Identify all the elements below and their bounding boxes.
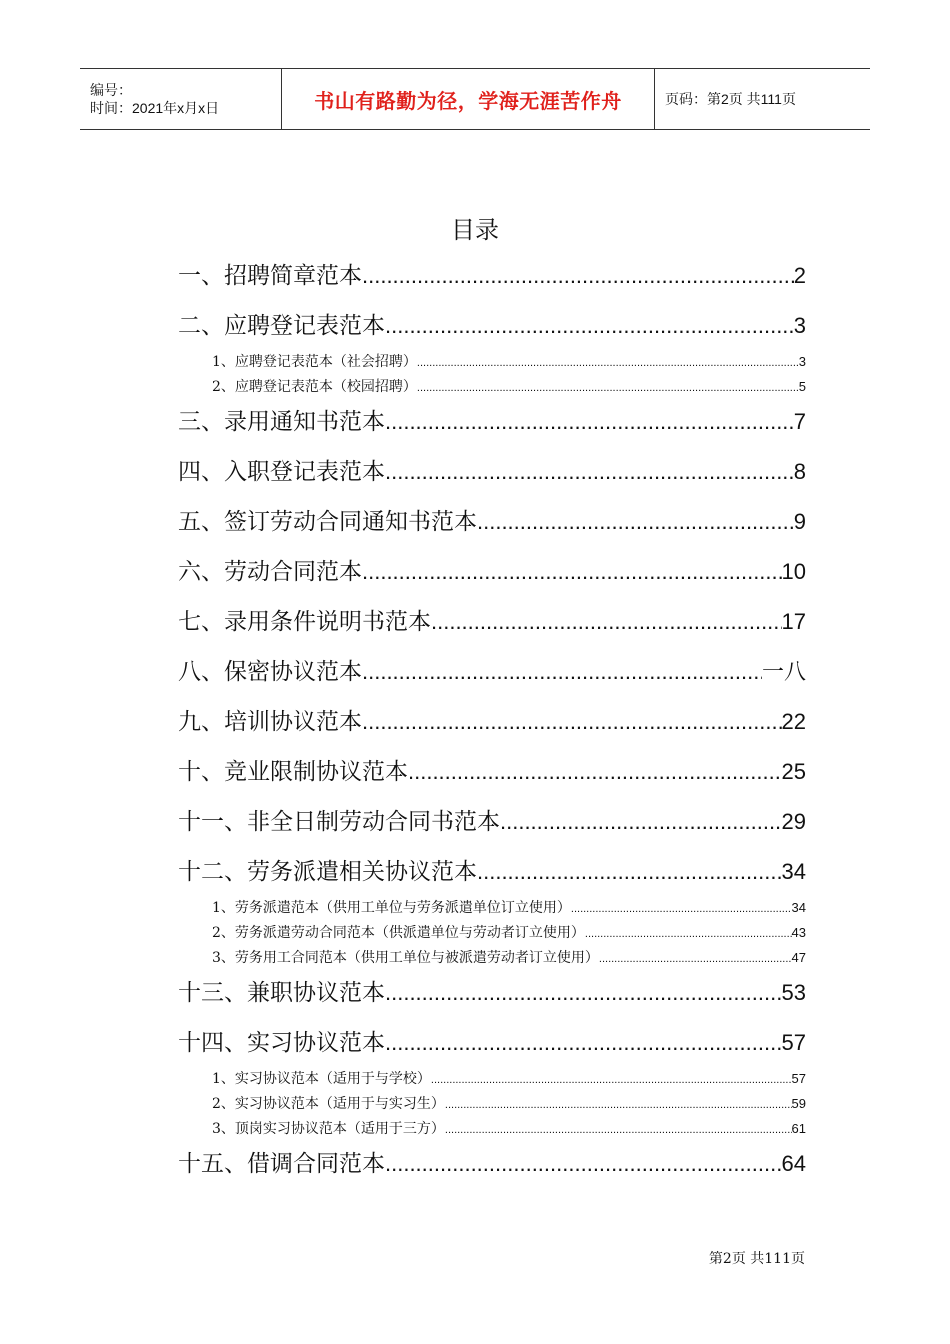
toc-subentry[interactable] [178, 1118, 806, 1143]
table-of-contents [178, 255, 806, 1193]
toc-entry-page: 25 [781, 759, 806, 784]
toc-entry-label: 十四、实习协议范本 [178, 1030, 385, 1056]
toc-entry-page: 17 [781, 609, 806, 634]
toc-entry-page: 53 [781, 980, 806, 1005]
toc-entry-label: 二、应聘登记表范本 [178, 313, 385, 339]
toc-entry-label: 十五、借调合同范本 [178, 1151, 385, 1177]
toc-entry[interactable] [178, 1022, 806, 1072]
toc-entry-label: 1、劳务派遣范本（供用工单位与劳务派遣单位订立使用） [212, 900, 571, 916]
toc-entry-page: 7 [793, 409, 806, 434]
toc-entry-page: 3 [798, 354, 806, 369]
toc-leader-dots [417, 377, 799, 399]
toc-leader-dots [417, 352, 799, 374]
toc-leader-dots [477, 851, 782, 893]
toc-entry[interactable] [178, 401, 806, 451]
toc-entry-page: 22 [781, 709, 806, 734]
toc-subentry[interactable] [178, 351, 806, 376]
toc-leader-dots [500, 801, 782, 843]
toc-title: 目录 [451, 216, 499, 244]
toc-entry[interactable] [178, 701, 806, 751]
toc-leader-dots [431, 601, 782, 643]
toc-entry-label: 四、入职登记表范本 [178, 459, 385, 485]
toc-entry-page: 34 [781, 859, 806, 884]
toc-leader-dots [585, 923, 792, 945]
toc-entry[interactable] [178, 551, 806, 601]
toc-entry-page: 57 [781, 1030, 806, 1055]
toc-entry-label: 2、实习协议范本（适用于与实习生） [212, 1096, 445, 1112]
toc-leader-dots [571, 898, 792, 920]
toc-subentry[interactable] [178, 376, 806, 401]
toc-entry[interactable] [178, 601, 806, 651]
toc-leader-dots [385, 1143, 782, 1185]
toc-leader-dots [599, 948, 792, 970]
toc-entry-label: 十、竞业限制协议范本 [178, 759, 408, 785]
header-time-label: 时间：2021年x月x日 [90, 100, 220, 116]
toc-leader-dots [477, 501, 794, 543]
toc-entry-label: 2、应聘登记表范本（校园招聘） [212, 379, 417, 395]
toc-entry[interactable] [178, 501, 806, 551]
toc-leader-dots [385, 972, 782, 1014]
toc-entry-label: 七、录用条件说明书范本 [178, 609, 431, 635]
toc-leader-dots [362, 255, 794, 297]
toc-entry-page: 59 [791, 1096, 806, 1111]
header-number-label: 编号： [90, 82, 132, 98]
toc-entry-page: 10 [781, 559, 806, 584]
toc-entry-label: 2、劳务派遣劳动合同范本（供派遣单位与劳动者订立使用） [212, 925, 585, 941]
toc-entry-page: 2 [793, 263, 806, 288]
toc-entry-label: 十一、非全日制劳动合同书范本 [178, 809, 500, 835]
toc-entry-page: 一八 [761, 659, 806, 684]
toc-entry-label: 3、顶岗实习协议范本（适用于三方） [212, 1121, 445, 1137]
toc-leader-dots [385, 451, 794, 493]
toc-leader-dots [362, 701, 782, 743]
toc-entry[interactable] [178, 751, 806, 801]
toc-subentry[interactable] [178, 1068, 806, 1093]
toc-entry-page: 34 [791, 900, 806, 915]
toc-leader-dots [385, 401, 794, 443]
toc-entry-label: 八、保密协议范本 [178, 659, 362, 685]
toc-leader-dots [408, 751, 782, 793]
toc-leader-dots [385, 305, 794, 347]
header-motto: 书山有路勤为径，学海无涯苦作舟 [314, 88, 622, 113]
toc-entry-page: 47 [791, 950, 806, 965]
header-page-cell [655, 69, 870, 129]
toc-entry-page: 57 [791, 1071, 806, 1086]
toc-entry-label: 六、劳动合同范本 [178, 559, 362, 585]
toc-entry-label: 十二、劳务派遣相关协议范本 [178, 859, 477, 885]
header-meta-cell [80, 69, 282, 129]
toc-entry[interactable] [178, 651, 806, 701]
toc-subentry[interactable] [178, 922, 806, 947]
toc-leader-dots [445, 1094, 792, 1116]
toc-entry-page: 5 [798, 379, 806, 394]
toc-leader-dots [445, 1119, 792, 1141]
toc-leader-dots [362, 551, 782, 593]
page-footer: 第2页 共111页 [708, 1251, 805, 1267]
toc-entry-label: 九、培训协议范本 [178, 709, 362, 735]
toc-subentry[interactable] [178, 897, 806, 922]
toc-entry-label: 一、招聘简章范本 [178, 263, 362, 289]
header-motto-cell [282, 69, 655, 129]
toc-entry-page: 64 [781, 1151, 806, 1176]
toc-subentry[interactable] [178, 1093, 806, 1118]
toc-entry[interactable] [178, 305, 806, 355]
toc-entry-page: 8 [793, 459, 806, 484]
toc-entry-label: 十三、兼职协议范本 [178, 980, 385, 1006]
toc-entry[interactable] [178, 851, 806, 901]
toc-entry-page: 9 [793, 509, 806, 534]
toc-entry[interactable] [178, 801, 806, 851]
toc-entry-label: 1、实习协议范本（适用于与学校） [212, 1071, 431, 1087]
toc-entry[interactable] [178, 972, 806, 1022]
toc-entry-label: 五、签订劳动合同通知书范本 [178, 509, 477, 535]
page-header [80, 68, 870, 130]
toc-entry-page: 3 [793, 313, 806, 338]
toc-entry-page: 61 [791, 1121, 806, 1136]
toc-subentry[interactable] [178, 947, 806, 972]
toc-entry[interactable] [178, 1143, 806, 1193]
toc-entry-label: 1、应聘登记表范本（社会招聘） [212, 354, 417, 370]
toc-leader-dots [362, 651, 762, 693]
toc-leader-dots [385, 1022, 782, 1064]
header-page-info: 页码：第2页 共111页 [665, 91, 796, 107]
toc-entry[interactable] [178, 255, 806, 305]
toc-entry[interactable] [178, 451, 806, 501]
toc-leader-dots [431, 1069, 792, 1091]
toc-entry-label: 3、劳务用工合同范本（供用工单位与被派遣劳动者订立使用） [212, 950, 599, 966]
toc-entry-page: 29 [781, 809, 806, 834]
toc-entry-label: 三、录用通知书范本 [178, 409, 385, 435]
toc-entry-page: 43 [791, 925, 806, 940]
